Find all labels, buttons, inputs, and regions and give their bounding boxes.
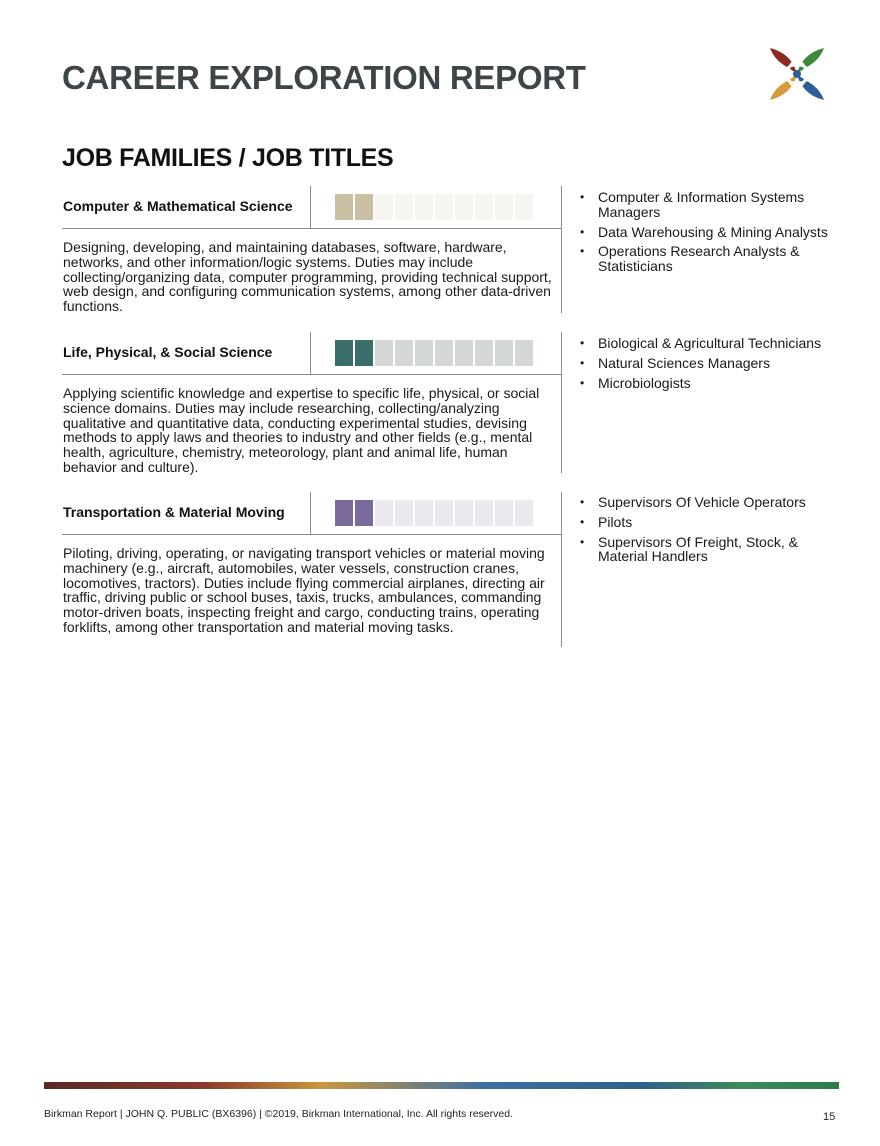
- level-cell-empty: [495, 194, 513, 220]
- bullet-icon: •: [580, 244, 585, 259]
- job-titles-list: [580, 190, 840, 279]
- bullet-icon: •: [580, 514, 585, 529]
- bullet-icon: •: [580, 224, 585, 239]
- job-family-description: Piloting, driving, operating, or navigating transport vehicles or material moving machinery (e.g., aircraft, automobiles, water vessels, construction cranes, locomotives, tractors). Duties include flying commercial airplanes, directing air traffic, driving public or school buses, taxis, trucks, ambulances, commanding motor-driven boats, inspecting freight and cargo, conducting trains, operating forklifts, among other transportation and material moving tasks.: [63, 545, 545, 635]
- job-family-name: Transportation & Material Moving: [63, 504, 285, 520]
- job-titles-list: [580, 336, 840, 395]
- level-cell-filled: [355, 194, 373, 220]
- level-cell-empty: [515, 500, 533, 526]
- level-cell-empty: [495, 500, 513, 526]
- job-titles-list: [580, 495, 840, 569]
- job-family-transportation: [62, 492, 562, 635]
- job-family-header: [62, 332, 562, 375]
- level-cell-empty: [435, 194, 453, 220]
- level-cell-empty: [415, 194, 433, 220]
- level-cell-empty: [455, 500, 473, 526]
- interest-level-bar: [335, 194, 533, 220]
- level-cell-empty: [395, 194, 413, 220]
- job-family-header: [62, 492, 562, 535]
- job-family-name: Computer & Mathematical Science: [63, 198, 293, 214]
- level-cell-empty: [475, 500, 493, 526]
- level-cell-filled: [355, 500, 373, 526]
- level-cell-empty: [455, 194, 473, 220]
- bullet-icon: •: [580, 534, 585, 549]
- level-cell-empty: [375, 340, 393, 366]
- job-family-name: Life, Physical, & Social Science: [63, 344, 273, 360]
- page-number: 15: [823, 1111, 836, 1123]
- report-title: CAREER EXPLORATION REPORT: [62, 59, 586, 96]
- job-title-item: • Microbiologists: [580, 374, 691, 391]
- level-cell-empty: [435, 500, 453, 526]
- bullet-icon: •: [580, 190, 585, 204]
- level-cell-empty: [475, 340, 493, 366]
- level-cell-empty: [495, 340, 513, 366]
- job-family-computer-math: [62, 186, 562, 314]
- job-family-description: Applying scientific knowledge and expertise to specific life, physical, or social science domains. Duties may include researching, collecting/analyzing qualitative and quantitative data, conducting experimental studies, devising methods to apply laws and theories to industry and other fields (e.g., mental health, agriculture, chemistry, meteorology, plant and animal life, human behavior and culture).: [63, 385, 540, 475]
- level-cell-empty: [435, 340, 453, 366]
- job-title-item: • Natural Sciences Managers: [580, 354, 770, 371]
- level-cell-empty: [515, 340, 533, 366]
- level-cell-empty: [395, 500, 413, 526]
- job-title-item: • Pilots: [580, 513, 633, 530]
- level-cell-empty: [475, 194, 493, 220]
- job-title-item: • Supervisors Of Freight, Stock, & Material Handlers: [580, 533, 798, 565]
- level-cell-empty: [455, 340, 473, 366]
- level-cell-filled: [335, 500, 353, 526]
- bullet-icon: •: [580, 495, 585, 509]
- job-title-item: • Operations Research Analysts & Statisticians: [580, 243, 800, 275]
- level-cell-filled: [335, 194, 353, 220]
- level-cell-empty: [375, 194, 393, 220]
- level-cell-empty: [395, 340, 413, 366]
- job-family-life-science: [62, 332, 562, 475]
- level-cell-empty: [375, 500, 393, 526]
- job-title-item: • Supervisors Of Vehicle Operators: [580, 494, 806, 510]
- level-cell-filled: [335, 340, 353, 366]
- job-title-item: • Computer & Information Systems Managers: [580, 189, 805, 220]
- job-family-header: [62, 186, 562, 229]
- footer-color-band: [44, 1082, 839, 1089]
- level-cell-empty: [515, 194, 533, 220]
- birkman-logo-icon: [768, 46, 826, 102]
- interest-level-bar: [335, 340, 533, 366]
- section-title: JOB FAMILIES / JOB TITLES: [62, 144, 394, 172]
- bullet-icon: •: [580, 336, 585, 350]
- level-cell-filled: [355, 340, 373, 366]
- level-cell-empty: [415, 500, 433, 526]
- interest-level-bar: [335, 500, 533, 526]
- job-family-description: Designing, developing, and maintaining databases, software, hardware, networks, and other information/logic systems. Duties may include collecting/organizing data, computer programming, providing technical support, web design, and configuring communication systems, among other data-driven functions.: [63, 239, 552, 315]
- bullet-icon: •: [580, 375, 585, 390]
- job-title-item: • Biological & Agricultural Technicians: [580, 335, 822, 351]
- footer-text: Birkman Report | JOHN Q. PUBLIC (BX6396) | ©2019, Birkman International, Inc. All rights reserved.: [44, 1108, 513, 1120]
- level-cell-empty: [415, 340, 433, 366]
- job-title-item: • Data Warehousing & Mining Analysts: [580, 223, 828, 240]
- bullet-icon: •: [580, 355, 585, 370]
